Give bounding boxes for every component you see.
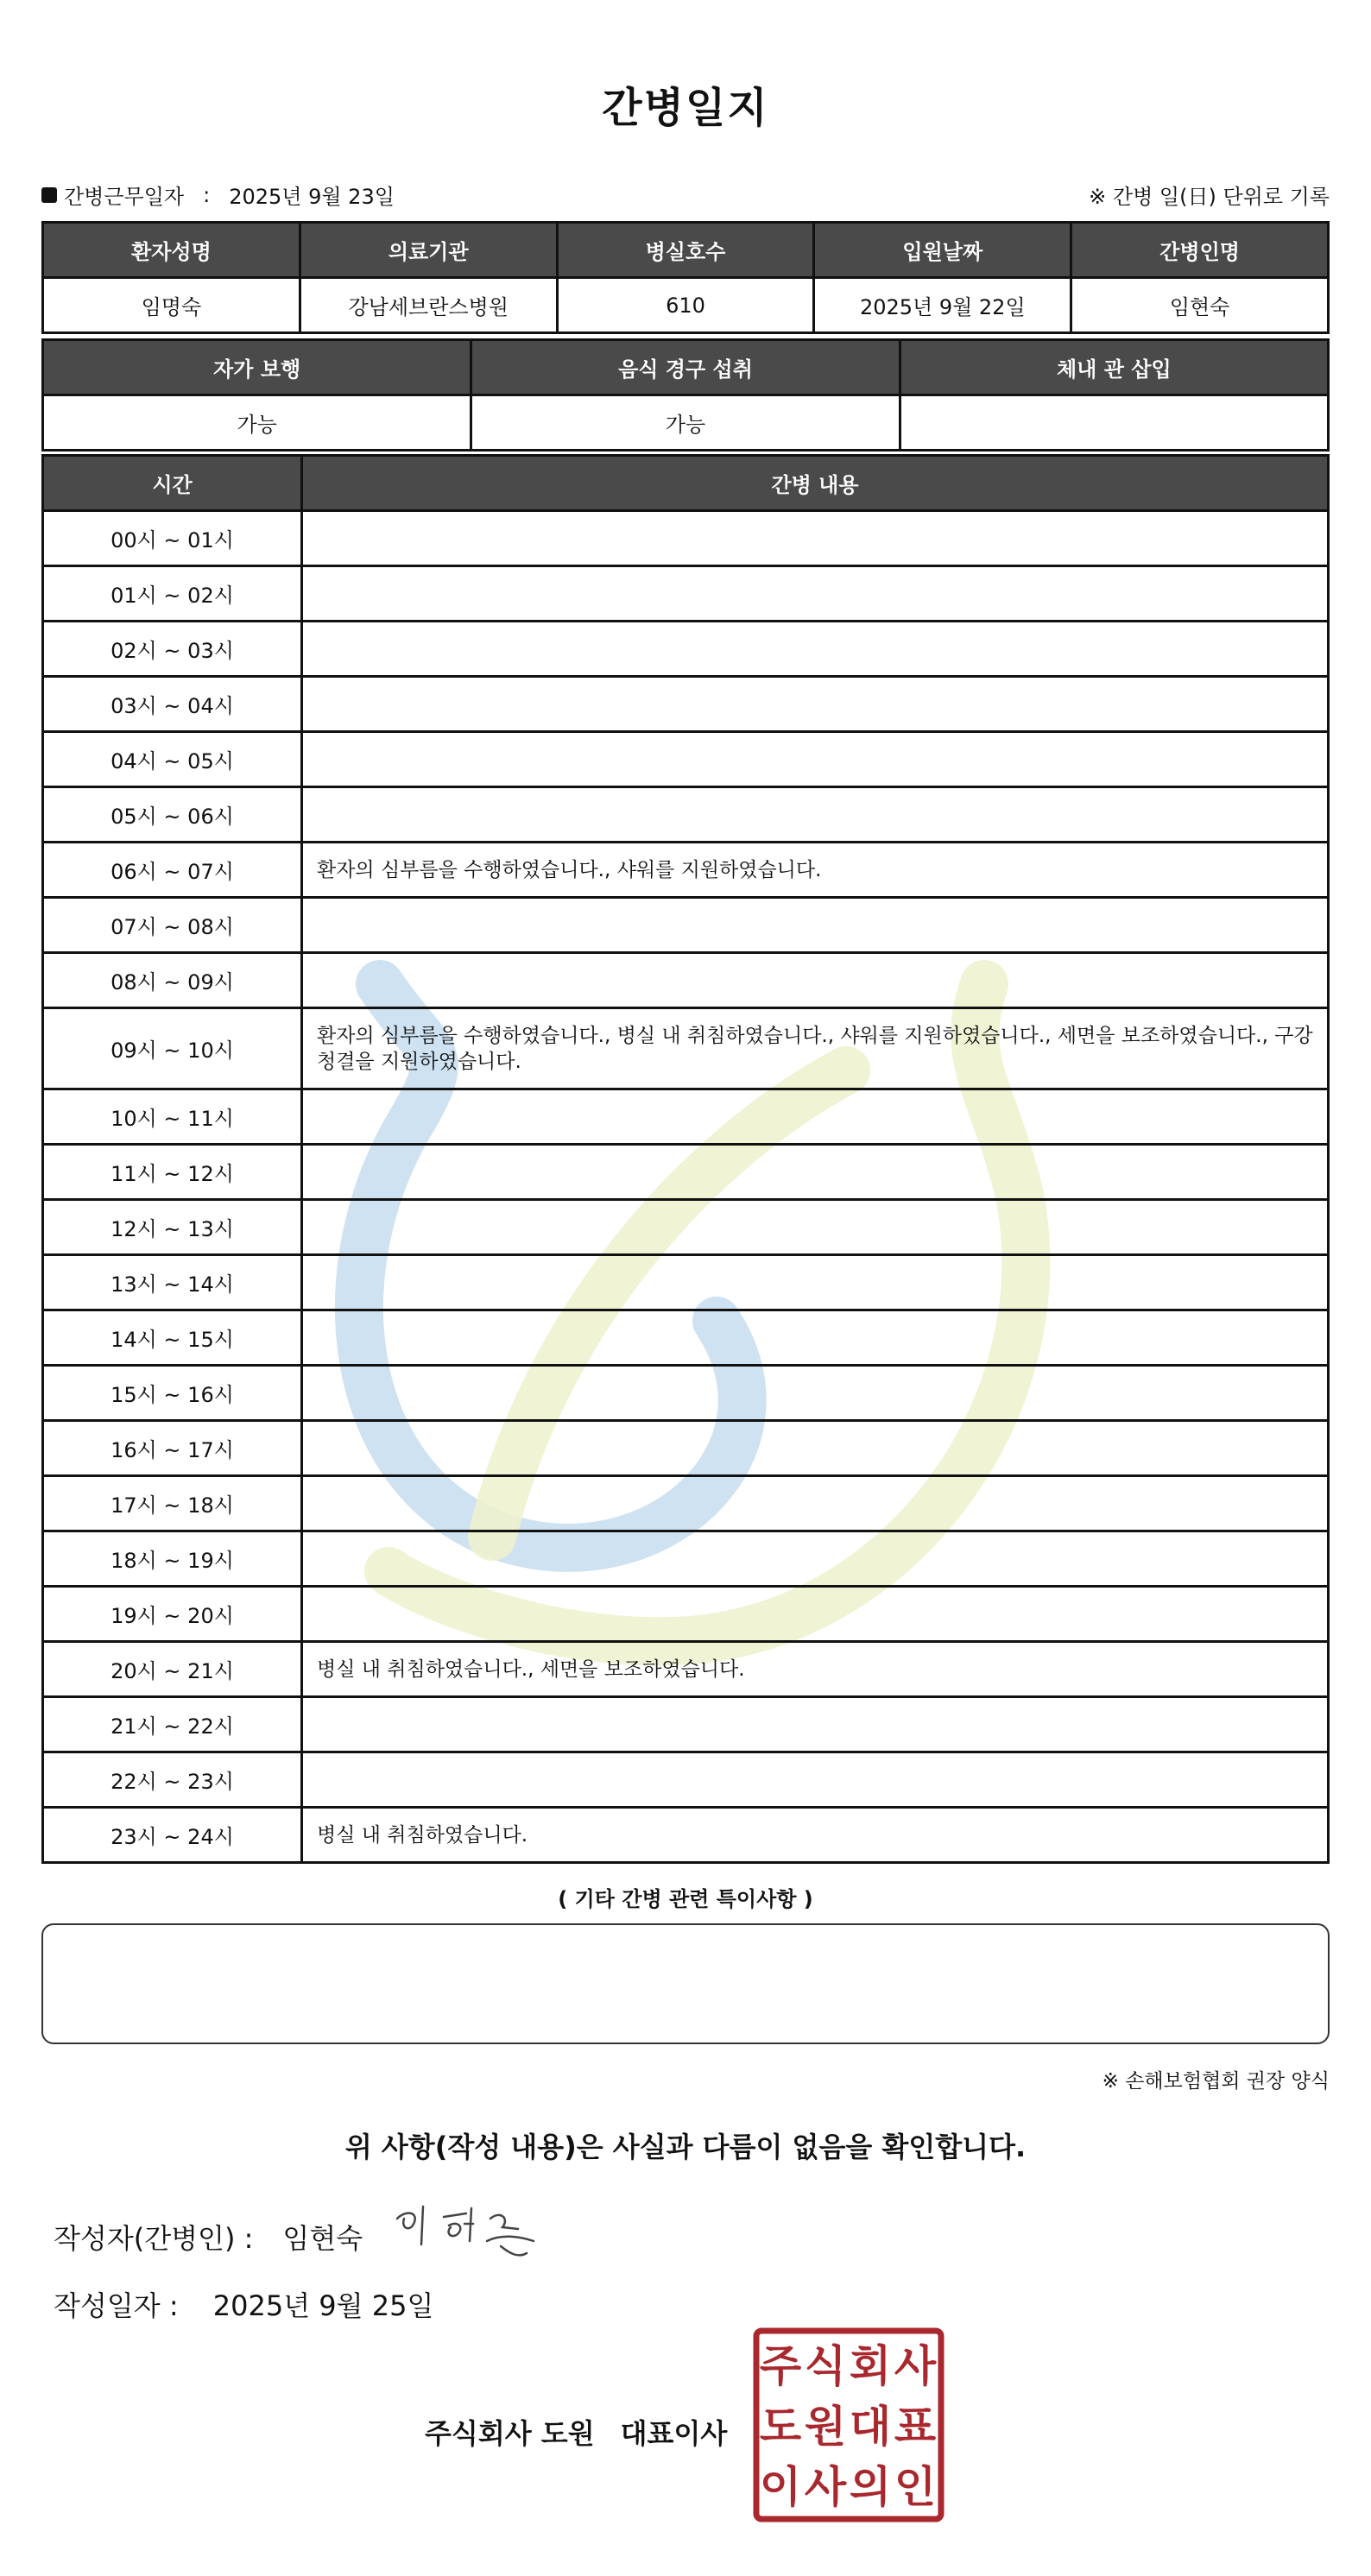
self-walking-value: 가능: [43, 395, 471, 451]
care-log-row: [43, 732, 1329, 787]
time-slot: 13시 ~ 14시: [43, 1255, 302, 1310]
care-log-header-row: [43, 456, 1329, 511]
patient-info-value-row: [43, 278, 1329, 333]
care-log-row: [43, 1145, 1329, 1200]
room-number: 610: [557, 278, 814, 333]
time-slot: 22시 ~ 23시: [43, 1752, 302, 1808]
work-date-line: [41, 180, 395, 210]
seal-glyph: 사: [894, 2341, 937, 2391]
seal-glyph: 도: [759, 2402, 802, 2452]
header-care-content: 간병 내용: [302, 456, 1329, 511]
written-date-line: [54, 2284, 433, 2324]
hospital-name: 강남세브란스병원: [300, 278, 557, 333]
work-date-value: 2025년 9월 23일: [229, 185, 395, 209]
care-log-row: [43, 898, 1329, 953]
company-seal-stamp: [753, 2327, 945, 2522]
care-content: [302, 787, 1329, 843]
seal-glyph: 주: [759, 2341, 802, 2391]
care-content: 병실 내 취침하였습니다., 세면을 보조하였습니다.: [302, 1642, 1329, 1697]
time-slot: 02시 ~ 03시: [43, 622, 302, 677]
time-slot: 16시 ~ 17시: [43, 1421, 302, 1476]
company-signoff: [425, 2412, 727, 2452]
care-log-row: [43, 1531, 1329, 1587]
time-slot: 00시 ~ 01시: [43, 511, 302, 566]
form-note: ※ 손해보험협회 권장 양식: [1102, 2070, 1330, 2093]
care-content: [302, 1476, 1329, 1531]
admission-date: 2025년 9월 22일: [814, 278, 1071, 333]
care-log-row: [43, 622, 1329, 677]
caregiver-name: 임현숙: [1071, 278, 1329, 333]
time-slot: 12시 ~ 13시: [43, 1200, 302, 1255]
care-log-body: [43, 511, 1329, 1863]
header-caregiver: 간병인명: [1071, 223, 1329, 278]
care-content: [302, 1752, 1329, 1808]
seal-glyph: 사: [804, 2462, 847, 2512]
oral-intake-value: 가능: [471, 395, 900, 451]
care-log-row: [43, 566, 1329, 622]
time-slot: 19시 ~ 20시: [43, 1587, 302, 1642]
care-content: [302, 1255, 1329, 1310]
seal-glyph: 인: [894, 2462, 937, 2512]
seal-glyph: 회: [849, 2341, 892, 2391]
care-content: [302, 566, 1329, 622]
care-log-row: [43, 1752, 1329, 1808]
patient-status-value-row: [43, 395, 1329, 451]
signature-stroke-1: [397, 2207, 423, 2245]
care-log-row: [43, 1200, 1329, 1255]
care-log-row: [43, 1008, 1329, 1089]
care-content: [302, 732, 1329, 787]
care-content: 환자의 심부름을 수행하였습니다., 샤워를 지원하였습니다.: [302, 843, 1329, 898]
remarks-title: ( 기타 간병 관련 특이사항 ): [558, 1887, 813, 1911]
care-log-table: [41, 454, 1330, 1864]
care-log-row: [43, 1089, 1329, 1145]
header-patient-name: 환자성명: [43, 223, 300, 278]
patient-info-table: [41, 221, 1330, 334]
time-slot: 11시 ~ 12시: [43, 1145, 302, 1200]
time-slot: 05시 ~ 06시: [43, 787, 302, 843]
care-content: [302, 1089, 1329, 1145]
written-date-value: 2025년 9월 25일: [212, 2289, 434, 2322]
time-slot: 18시 ~ 19시: [43, 1531, 302, 1587]
time-slot: 21시 ~ 22시: [43, 1697, 302, 1752]
time-slot: 07시 ~ 08시: [43, 898, 302, 953]
care-content: [302, 898, 1329, 953]
signature-stroke-2: [444, 2208, 473, 2241]
work-date-separator: :: [203, 182, 211, 207]
header-self-walking: 자가 보행: [43, 340, 471, 395]
time-slot: 15시 ~ 16시: [43, 1366, 302, 1421]
care-log-row: [43, 843, 1329, 898]
seal-glyph: 의: [849, 2462, 892, 2512]
time-slot: 14시 ~ 15시: [43, 1310, 302, 1366]
care-log-row: [43, 1366, 1329, 1421]
tube-insertion-value: [900, 395, 1328, 451]
company-name: 주식회사 도원: [425, 2417, 595, 2450]
care-log-row: [43, 1697, 1329, 1752]
header-time: 시간: [43, 456, 302, 511]
care-content: [302, 622, 1329, 677]
time-slot: 03시 ~ 04시: [43, 677, 302, 732]
time-slot: 23시 ~ 24시: [43, 1808, 302, 1863]
time-slot: 20시 ~ 21시: [43, 1642, 302, 1697]
seal-glyphs: [760, 2341, 937, 2512]
care-log-row: [43, 1255, 1329, 1310]
seal-glyph: 표: [894, 2402, 937, 2452]
care-content: [302, 1200, 1329, 1255]
time-slot: 10시 ~ 11시: [43, 1089, 302, 1145]
unit-note: ※ 간병 일(日) 단위로 기록: [1089, 185, 1330, 209]
header-hospital: 의료기관: [300, 223, 557, 278]
care-content: [302, 1587, 1329, 1642]
care-log-row: [43, 1587, 1329, 1642]
header-tube-insertion: 체내 관 삽입: [900, 340, 1328, 395]
patient-name: 임명숙: [43, 278, 300, 333]
time-slot: 06시 ~ 07시: [43, 843, 302, 898]
writer-line: [54, 2217, 363, 2257]
care-content: [302, 1366, 1329, 1421]
patient-info-header-row: [43, 223, 1329, 278]
seal-glyph: 이: [759, 2462, 802, 2512]
care-content: [302, 953, 1329, 1008]
writer-name: 임현숙: [282, 2222, 363, 2255]
signature-stroke-3: [487, 2215, 534, 2256]
seal-glyph: 대: [849, 2402, 892, 2452]
seal-glyph: 식: [804, 2341, 847, 2391]
care-log-row: [43, 1310, 1329, 1366]
time-slot: 09시 ~ 10시: [43, 1008, 302, 1089]
care-content: [302, 1697, 1329, 1752]
header-admission-date: 입원날짜: [814, 223, 1071, 278]
care-log-row: [43, 677, 1329, 732]
confirmation-statement: 위 사항(작성 내용)은 사실과 다름이 없음을 확인합니다.: [344, 2131, 1027, 2163]
header-room: 병실호수: [557, 223, 814, 278]
time-slot: 04시 ~ 05시: [43, 732, 302, 787]
care-content: [302, 1531, 1329, 1587]
patient-status-header-row: [43, 340, 1329, 395]
time-slot: 01시 ~ 02시: [43, 566, 302, 622]
care-log-row: [43, 787, 1329, 843]
care-log-row: [43, 1642, 1329, 1697]
written-date-label: 작성일자 :: [54, 2289, 179, 2322]
care-log-row: [43, 1476, 1329, 1531]
care-content: [302, 1145, 1329, 1200]
work-date-label: 간병근무일자: [64, 185, 185, 209]
patient-status-table: [41, 338, 1330, 451]
square-bullet-icon: [41, 187, 57, 203]
care-content: 병실 내 취침하였습니다.: [302, 1808, 1329, 1863]
care-log-row: [43, 511, 1329, 566]
care-log-row: [43, 953, 1329, 1008]
care-content: 환자의 심부름을 수행하였습니다., 병실 내 취침하였습니다., 샤워를 지원하였습니다., 세면을 보조하였습니다., 구강청결을 지원하였습니다.: [302, 1008, 1329, 1089]
care-content: [302, 1421, 1329, 1476]
care-content: [302, 511, 1329, 566]
header-oral-intake: 음식 경구 섭취: [471, 340, 900, 395]
seal-glyph: 원: [804, 2402, 847, 2452]
page-title: 간병일지: [602, 84, 769, 132]
handwritten-signature: [389, 2193, 544, 2270]
writer-label: 작성자(간병인) :: [54, 2222, 254, 2255]
care-content: [302, 1310, 1329, 1366]
time-slot: 08시 ~ 09시: [43, 953, 302, 1008]
care-content: [302, 677, 1329, 732]
remarks-box: [41, 1923, 1330, 2044]
company-role: 대표이사: [620, 2417, 728, 2450]
time-slot: 17시 ~ 18시: [43, 1476, 302, 1531]
care-log-row: [43, 1421, 1329, 1476]
care-log-row: [43, 1808, 1329, 1863]
